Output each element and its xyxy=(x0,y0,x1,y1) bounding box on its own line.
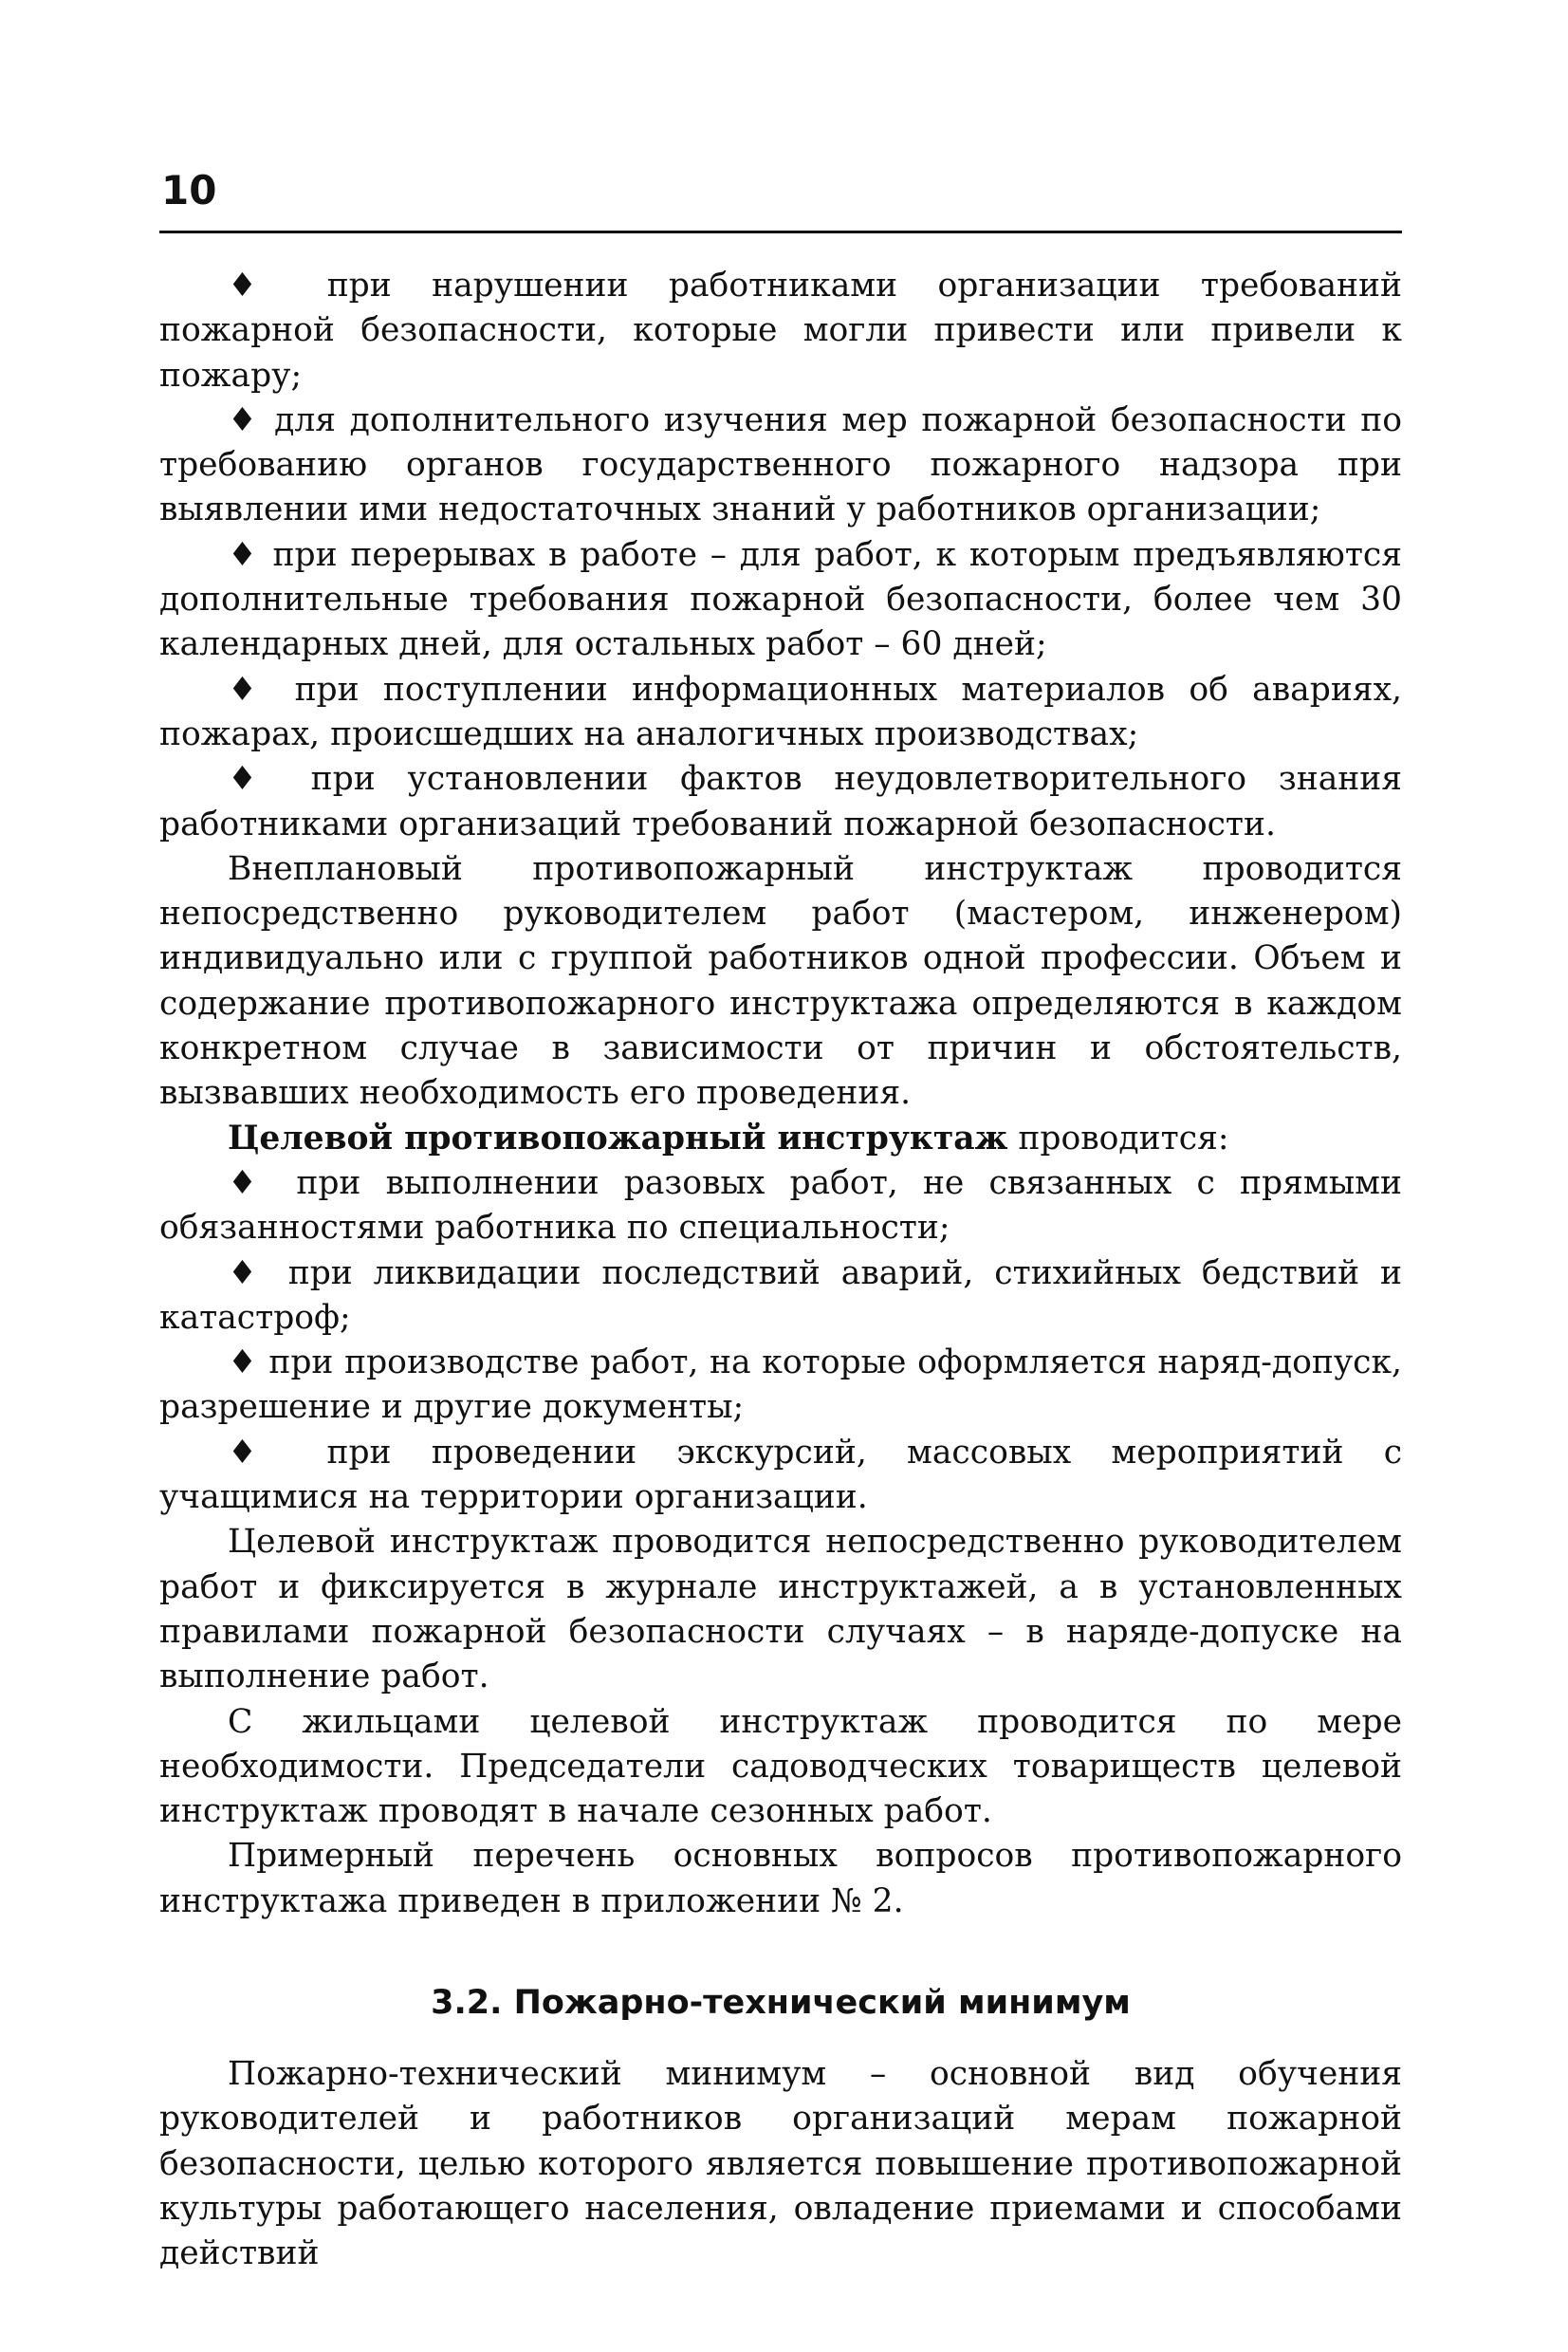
list-item xyxy=(159,264,1402,398)
list-item xyxy=(159,1251,1402,1342)
list-item xyxy=(159,533,1402,668)
diamond-bullet-icon: ♦ xyxy=(228,670,271,709)
diamond-bullet-icon: ♦ xyxy=(228,1343,258,1382)
list-item-text: для дополнительного изучения мер пожарной безопасности по требованию органов государственного пожарного надзора при выявлении ими недостаточных знаний у работников организации; xyxy=(159,400,1402,529)
list-item xyxy=(159,1341,1402,1431)
targeted-briefing-rest: проводится: xyxy=(1007,1119,1229,1157)
list-item-text: при установлении фактов неудовлетворительного знания работниками организаций требований пожарной безопасности. xyxy=(159,760,1403,843)
targeted-briefing-intro xyxy=(159,1117,1402,1161)
list-item-text: при поступлении информационных материалов об авариях, пожарах, происшедших на аналогичных производствах; xyxy=(159,670,1402,753)
list-item-text: при проведении экскурсий, массовых мероприятий с учащимися на территории организации. xyxy=(159,1433,1403,1517)
list-item-text: при ликвидации последствий аварий, стихийных бедствий и катастроф; xyxy=(159,1253,1402,1337)
diamond-bullet-icon: ♦ xyxy=(228,535,260,574)
diamond-bullet-icon: ♦ xyxy=(228,1253,267,1292)
paragraph-unplanned-briefing: Внеплановый противопожарный инструктаж проводится непосредственно руководителем работ (мастером, инженером) индивидуально или с группой работников одной профессии. Объем и содержание противопожарного инструктажа определяются в каждом конкретном случае в зависимости от причин и обстоятельств, вызвавших необходимость его проведения. xyxy=(159,849,1402,1113)
diamond-bullet-icon: ♦ xyxy=(228,1163,272,1202)
header-rule xyxy=(159,231,1402,233)
section-heading: 3.2. Пожарно-технический минимум xyxy=(431,1983,1131,2022)
page-number: 10 xyxy=(161,167,217,213)
list-item xyxy=(159,398,1402,533)
diamond-bullet-icon: ♦ xyxy=(228,400,261,439)
list-item-text: при производстве работ, на которые оформляется наряд-допуск, разрешение и другие документы; xyxy=(159,1343,1403,1427)
list-item-text: при перерывах в работе – для работ, к которым предъявляются дополнительные требования пожарной безопасности, более чем 30 календарных дней, для остальных работ – 60 дней; xyxy=(159,535,1403,664)
text-body xyxy=(159,264,1402,2276)
paragraph-targeted-recording: Целевой инструктаж проводится непосредственно руководителем работ и фиксируется в журнале инструктажей, а в установленных правилами пожарной безопасности случаях – в наряде-допуске на выполнение работ. xyxy=(159,1523,1402,1696)
targeted-briefing-term: Целевой противопожарный инструктаж xyxy=(228,1119,1008,1157)
diamond-bullet-icon: ♦ xyxy=(228,1433,287,1472)
paragraph-residents: С жильцами целевой инструктаж проводится по мере необходимости. Председатели садоводческих товариществ целевой инструктаж проводят в начале сезонных работ. xyxy=(159,1702,1402,1831)
list-item-text: при выполнении разовых работ, не связанных с прямыми обязанностями работника по специальности; xyxy=(159,1163,1402,1248)
diamond-bullet-icon: ♦ xyxy=(228,267,287,305)
list-item xyxy=(159,1431,1402,1521)
list-item-text: при нарушении работниками организации требований пожарной безопасности, которые могли привести или привели к пожару; xyxy=(159,267,1402,395)
list-item xyxy=(159,668,1402,758)
list-item xyxy=(159,1161,1402,1251)
diamond-bullet-icon: ♦ xyxy=(228,760,279,799)
list-item xyxy=(159,757,1402,847)
paragraph-fire-minimum: Пожарно-технический минимум – основной вид обучения руководителей и работников организаций мерам пожарной безопасности, целью которого является повышение противопожарной культуры работающего населения, овладение приемами и способами действий xyxy=(159,2054,1402,2273)
paragraph-appendix-reference: Примерный перечень основных вопросов противопожарного инструктажа приведен в приложении № 2. xyxy=(159,1837,1402,1920)
